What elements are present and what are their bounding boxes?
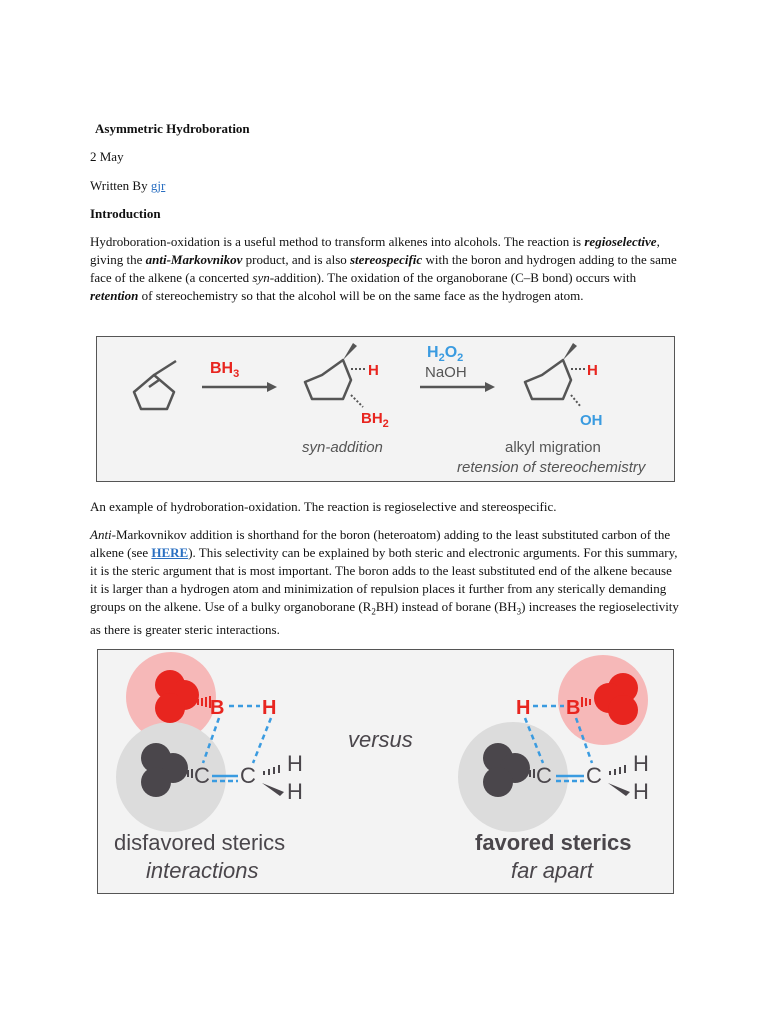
dark-sphere-left-3 <box>141 767 171 797</box>
hydrogen-gray-right-2: H <box>633 779 649 804</box>
caption-alkyl-migration: alkyl migration <box>505 439 601 456</box>
carbon-left-2: C <box>240 763 256 788</box>
arrow-1-head <box>267 382 277 392</box>
red-sphere-right-3 <box>608 695 638 725</box>
b-hash-1 <box>351 395 363 407</box>
favored-subtitle: far apart <box>511 858 593 883</box>
h-wedge-left <box>262 783 284 796</box>
author-link[interactable]: gjr <box>150 178 166 193</box>
boron-right: B <box>566 697 581 719</box>
h-c-dash-left <box>253 718 271 763</box>
hydrogen-red-right: H <box>516 697 531 719</box>
h-wedge-right <box>608 783 630 796</box>
methyl-wedge-1 <box>343 343 357 360</box>
hydrogen-gray-left-1: H <box>287 751 303 776</box>
article-date: 2 May <box>90 149 124 164</box>
sterics-figure <box>97 649 674 894</box>
caption-retension: retension of stereochemistry <box>457 459 646 476</box>
carbon-right-1: C <box>536 763 552 788</box>
byline-label: Written By <box>90 178 151 193</box>
product-ring-1 <box>305 360 351 399</box>
versus-label: versus <box>348 727 413 752</box>
carbon-left-1: C <box>194 763 210 788</box>
hydroboration-figure <box>96 336 675 482</box>
article-title: Asymmetric Hydroboration <box>95 121 250 136</box>
disfavored-title: disfavored sterics <box>114 830 286 855</box>
figure-1-caption: An example of hydroboration-oxidation. The reaction is regioselective and stereospecific. <box>90 499 557 514</box>
reagent-bh3: $BH_3$ <box>210 360 240 380</box>
methyl-bond <box>154 361 176 375</box>
oh-label: OH <box>580 412 603 429</box>
product-ring-2 <box>525 360 571 399</box>
hydrogen-gray-left-2: H <box>287 779 303 804</box>
favored-title: favored sterics <box>475 830 632 855</box>
bh2-label: $BH_2$ <box>361 410 389 430</box>
arrow-2-head <box>485 382 495 392</box>
h-label-1: H <box>368 362 379 379</box>
caption-syn-addition: syn-addition <box>302 439 383 456</box>
h-label-2: H <box>587 362 598 379</box>
byline <box>90 177 165 195</box>
red-sphere-left-3 <box>155 693 185 723</box>
o-hash-2 <box>571 395 581 407</box>
reagent-naoh: NaOH <box>425 364 467 381</box>
hydrogen-gray-right-1: H <box>633 751 649 776</box>
carbon-right-2: C <box>586 763 602 788</box>
double-bond <box>149 380 159 387</box>
here-link[interactable]: HERE <box>151 545 189 560</box>
dark-sphere-right-3 <box>483 767 513 797</box>
reagent-h2o2: $H_2O_2$ <box>427 344 464 364</box>
markovnikov-paragraph: Anti-Markovnikov addition is shorthand for the boron (heteroatom) adding to the least substituted carbon of the alkene (see HERE). This selectivity can be explained by both steric and electronic arguments. For this summary, it is the steric argument that is most important. The boron adds to the least substituted end of the alkene because it is larger than a hydrogen atom and minimization of repulsion places it further from any sterically demanding groups on the alkene. Use of a bulky organoborane $(R_2BH)$ instead of borane $(BH_3)$ increases the regioselectivity as there is greater steric interactions. <box>90 527 679 637</box>
methyl-wedge-2 <box>563 343 577 360</box>
section-heading: Introduction <box>90 206 161 221</box>
hydrogen-red-left: H <box>262 697 277 719</box>
h-hash-left <box>264 765 279 775</box>
cyclopentene-ring <box>134 375 174 409</box>
disfavored-subtitle: interactions <box>146 858 259 883</box>
intro-paragraph: Hydroboration-oxidation is a useful method to transform alkenes into alcohols. The reaction is regioselective, giving the anti-Markovnikov product, and is also stereospecific with the boron and hydrogen adding to the same face of the alkene (a concerted syn-addition). The oxidation of the organoborane (C–B bond) occurs with retention of stereochemistry so that the alcohol will be on the same face as the hydrogen atom. <box>90 234 677 303</box>
boron-left: B <box>210 697 225 719</box>
h-hash-right <box>610 765 625 775</box>
